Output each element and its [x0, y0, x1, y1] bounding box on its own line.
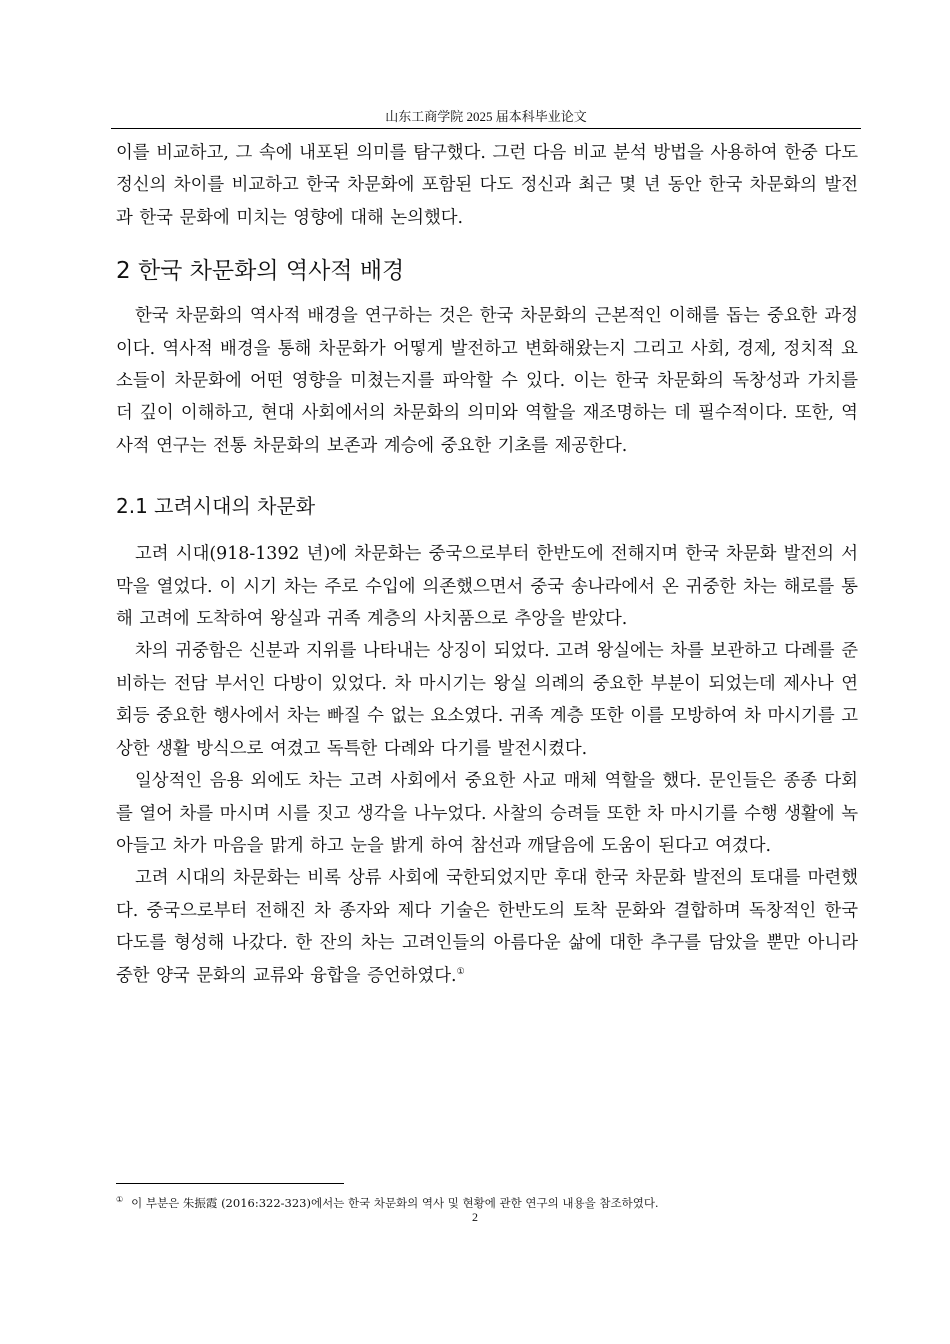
footnote — [116, 1192, 858, 1211]
section-2-1-paragraph-3: 일상적인 음용 외에도 차는 고려 사회에서 중요한 사교 매체 역할을 했다. 문인들은 종종 다회를 열어 차를 마시며 시를 짓고 생각을 나누었다. 사찰의 승려들 또한 차 마시기를 수행 생활에 녹아들고 차가 마음을 맑게 하고 눈을 밝게 하여 참선과 깨달음에 도움이 된다고 여겼다. — [116, 771, 858, 856]
footnote-reference[interactable]: ① — [456, 966, 465, 977]
page-number: 2 — [472, 1210, 478, 1224]
section-2-heading: 2 한국 차문화의 역사적 배경 — [116, 258, 405, 285]
section-2-paragraph: 한국 차문화의 역사적 배경을 연구하는 것은 한국 차문화의 근본적인 이해를 돕는 중요한 과정이다. 역사적 배경을 통해 차문화가 어떻게 발전하고 변화해왔는지 그리고 사회, 경제, 정치적 요소들이 차문화에 어떤 영향을 미쳤는지를 파악할 수 있다. 이는 한국 차문화의 독창성과 가치를 더 깊이 이해하고, 현대 사회에서의 차문화의 의미와 역할을 재조명하는 데 필수적이다. 또한, 역사적 연구는 전통 차문화의 보존과 계승에 중요한 기초를 제공한다. — [116, 306, 858, 456]
intro-paragraph: 이를 비교하고, 그 속에 내포된 의미를 탐구했다. 그런 다음 비교 분석 방법을 사용하여 한중 다도 정신의 차이를 비교하고 한국 차문화에 포함된 다도 정신과 최근 몇 년 동안 한국 차문화의 발전과 한국 문화에 미치는 영향에 대해 논의했다. — [116, 143, 858, 228]
footnote-marker: ① — [116, 1195, 124, 1204]
header-rule — [111, 128, 861, 129]
footnote-rule — [116, 1183, 344, 1184]
section-2-1-paragraph-4 — [116, 862, 858, 992]
section-2-1-heading: 2.1 고려시대의 차문화 — [116, 494, 316, 519]
section-2-1-paragraph-2: 차의 귀중함은 신분과 지위를 나타내는 상징이 되었다. 고려 왕실에는 차를 보관하고 다례를 준비하는 전담 부서인 다방이 있었다. 차 마시기는 왕실 의례의 중요한 부분이 되었는데 제사나 연회등 중요한 행사에서 차는 빠질 수 없는 요소였다. 귀족 계층 또한 이를 모방하여 차 마시기를 고상한 생활 방식으로 여겼고 독특한 다례와 다기를 발전시켰다. — [116, 641, 858, 759]
page-body — [116, 137, 858, 992]
footnote-text: 이 부분은 朱振霞 (2016:322-323)에서는 한국 차문화의 역사 및 현황에 관한 연구의 내용을 참조하였다. — [131, 1195, 659, 1210]
running-header: 山东工商学院 2025 届本科毕业论文 — [385, 109, 587, 124]
section-2-1-paragraph-4-text: 고려 시대의 차문화는 비록 상류 사회에 국한되었지만 후대 한국 차문화 발전의 토대를 마련했다. 중국으로부터 전해진 차 종자와 제다 기술은 한반도의 토착 문화와 결합하며 독창적인 한국 다도를 형성해 나갔다. 한 잔의 차는 고려인들의 아름다운 삶에 대한 추구를 담았을 뿐만 아니라 중한 양국 문화의 교류와 융합을 증언하였다. — [116, 868, 858, 986]
section-2-1-paragraph-1: 고려 시대(918-1392 년)에 차문화는 중국으로부터 한반도에 전해지며 한국 차문화 발전의 서막을 열었다. 이 시기 차는 주로 수입에 의존했으면서 중국 송나라에서 온 귀중한 차는 해로를 통해 고려에 도착하여 왕실과 귀족 계층의 사치품으로 추앙을 받았다. — [116, 544, 858, 630]
